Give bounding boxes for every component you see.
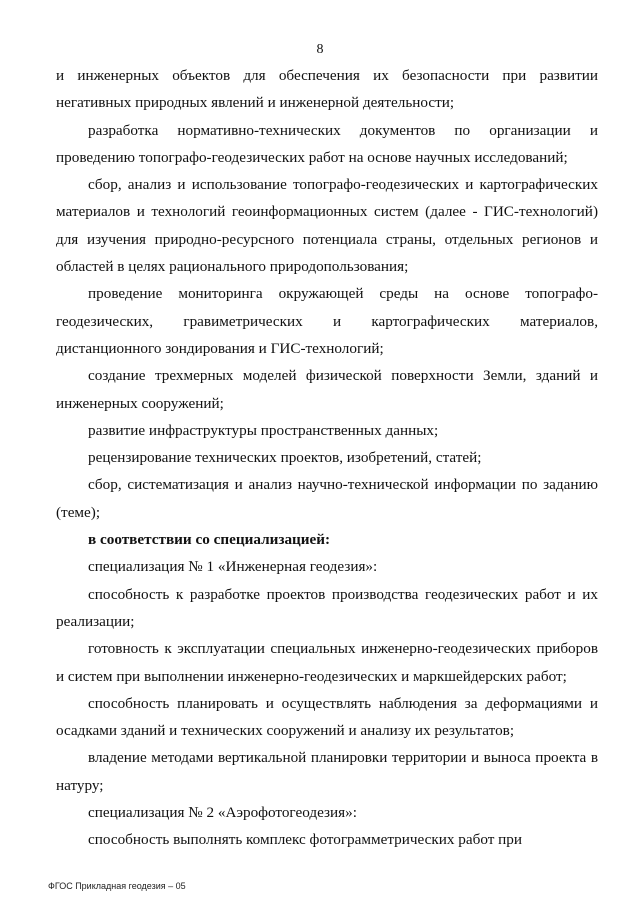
paragraph-continuation: и инженерных объектов для обеспечения их безопасности при развитии негативных природных явлений и инженерной деятельности; — [56, 67, 598, 112]
specialization-1-title: специализация № 1 «Инженерная геодезия»: — [88, 558, 378, 576]
section-heading-specialization: в соответствии со специализацией: — [88, 531, 331, 549]
document-body — [56, 62, 598, 854]
paragraph-info-analysis: сбор, систематизация и анализ научно-технической информации по заданию (теме); — [56, 476, 598, 521]
paragraph-equipment-operation: готовность к эксплуатации специальных инженерно-геодезических приборов и систем при выполнении инженерно-геодезических и маркшейдерских работ; — [56, 640, 598, 685]
paragraph-3d-models: создание трехмерных моделей физической поверхности Земли, зданий и инженерных сооружений; — [56, 367, 598, 412]
page-number: 8 — [316, 42, 324, 57]
paragraph-normative-docs: разработка нормативно-технических документов по организации и проведению топографо-геодезических работ на основе научных исследований; — [56, 121, 598, 166]
paragraph-deformation-monitoring: способность планировать и осуществлять наблюдения за деформациями и осадками зданий и технических сооружений и анализу их результатов; — [56, 694, 598, 740]
paragraph-project-development: способность к разработке проектов производства геодезических работ и их реализации; — [56, 585, 598, 630]
paragraph-review: рецензирование технических проектов, изобретений, статей; — [88, 449, 482, 467]
paragraph-photogrammetry: способность выполнять комплекс фотограмметрических работ при — [88, 831, 523, 849]
paragraph-spatial-data: развитие инфраструктуры пространственных данных; — [88, 421, 439, 439]
page-footer: ФГОС Прикладная геодезия – 05 — [48, 881, 186, 891]
paragraph-monitoring: проведение мониторинга окружающей среды на основе топографо-геодезических, гравиметрических и картографических материалов, дистанционного зондирования и ГИС-технологий; — [56, 285, 598, 357]
paragraph-gis-materials: сбор, анализ и использование топографо-геодезических и картографических материалов и технологий геоинформационных систем (далее - ГИС-технологий) для изучения природно-ресурсного потенциала страны, отдельных регионов и областей в целях рационального природопользования; — [56, 176, 598, 276]
paragraph-vertical-planning: владение методами вертикальной планировки территории и выноса проекта в натуру; — [56, 749, 598, 794]
specialization-2-title: специализация № 2 «Аэрофотогеодезия»: — [88, 804, 357, 822]
